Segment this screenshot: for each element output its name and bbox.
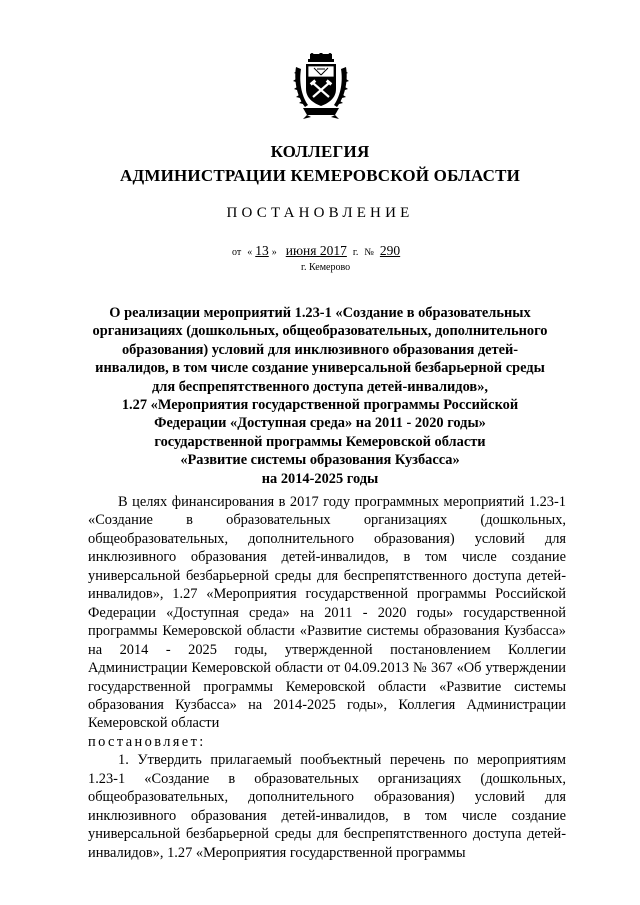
title-line: организациях (дошкольных, общеобразовательных, дополнительного: [92, 323, 548, 340]
document-number: 290: [379, 243, 401, 258]
title-line: 1.27 «Мероприятия государственной программы Российской: [121, 397, 519, 414]
year-suffix: г.: [352, 247, 359, 258]
document-type: ПОСТАНОВЛЕНИЕ: [226, 205, 414, 221]
preamble-paragraph: В целях финансирования в 2017 году программных мероприятий 1.23-1 «Создание в образовательных организациях (дошкольных, общеобразовательных, дополнительного образования) условий для инклюзивного образования детей-инвалидов, в том числе создание универсальной безбарьерной среды для беспрепятственного доступа детей-инвалидов», 1.27 «Мероприятия государственной программы Российской Федерации «Доступная среда» на 2011 - 2020 годы» государственной программы Кемеровской области «Развитие системы образования Кузбасса» на 2014 - 2025 годы, утвержденной постановлением Коллегии Администрации Кемеровской области от 04.09.2013 № 367 «Об утверждении государственной программы Кемеровской области «Развитие системы образования Кузбасса» на 2014-2025 годы», Коллегия Администрации Кемеровской области: [88, 494, 566, 732]
title-line: инвалидов, в том числе создание универсальной безбарьерной среды: [95, 360, 545, 377]
title-line: государственной программы Кемеровской области: [154, 433, 486, 450]
date-day: 13: [255, 243, 269, 258]
title-line: Федерации «Доступная среда» на 2011 - 2020 годы»: [154, 415, 486, 432]
resolves-word: постановляет:: [88, 733, 206, 750]
date-month-year: июня 2017: [285, 243, 347, 258]
clause-paragraph-1: 1. Утвердить прилагаемый пообъектный перечень по мероприятиям 1.23-1 «Создание в образовательных организациях (дошкольных, общеобразовательных, дополнительного образования) условий для инклюзивного образования детей-инвалидов, в том числе создание универсальной безбарьерной среды для беспрепятственного доступа детей-инвалидов», 1.27 «Мероприятия государственной программы: [88, 752, 566, 861]
quote-open: «: [247, 247, 253, 258]
organization-name-line1: КОЛЛЕГИЯ: [270, 142, 370, 161]
document-title: [90, 304, 550, 488]
resolves-line: [88, 733, 566, 751]
document-city: г. Кемерово: [301, 262, 351, 273]
title-line: для беспрепятственного доступа детей-инвалидов»,: [151, 378, 488, 395]
title-line: «Развитие системы образования Кузбасса»: [180, 452, 460, 469]
document-body: [88, 493, 566, 862]
title-line: О реализации мероприятий 1.23-1 «Создание в образовательных: [109, 305, 531, 321]
number-sign: №: [364, 247, 374, 258]
title-line: на 2014-2025 годы: [261, 470, 379, 487]
document-date-line: [232, 243, 400, 259]
coat-of-arms-emblem: [293, 53, 349, 119]
date-prefix: от: [232, 247, 242, 258]
organization-name-line2: АДМИНИСТРАЦИИ КЕМЕРОВСКОЙ ОБЛАСТИ: [119, 166, 521, 185]
title-line: образования) условий для инклюзивного образования детей-: [121, 341, 519, 358]
quote-close: »: [271, 247, 277, 258]
